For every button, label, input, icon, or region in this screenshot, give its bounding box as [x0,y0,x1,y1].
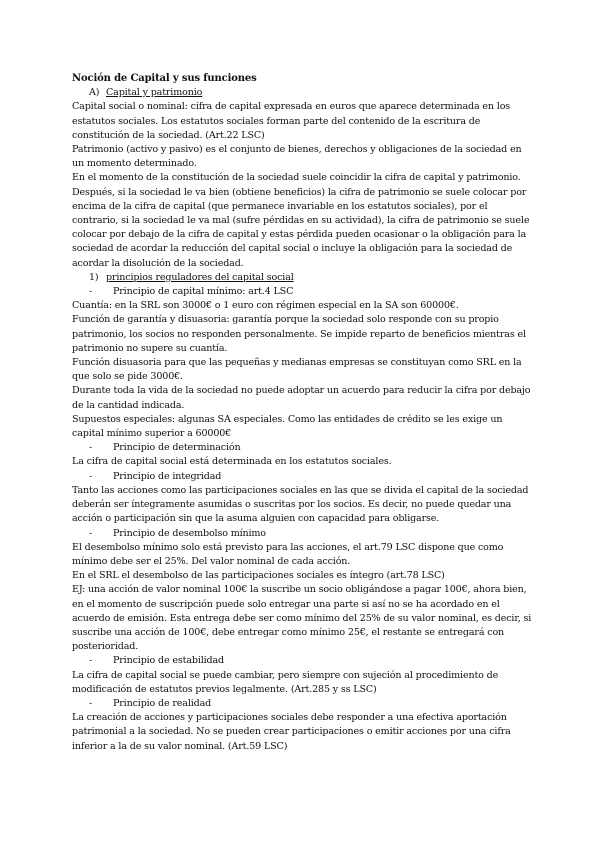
section-a-title: Capital y patrimonio [106,87,203,99]
section-1-marker: 1) [89,271,99,283]
paragraph-capital-social: Capital social o nominal: cifra de capital expresada en euros que aparece determinada en los estatutos sociales. Los estatutos sociales forman parte del contenido de la escritura de constitución de la sociedad. (Art.22 LSC) [72,101,511,141]
principle-label: Principio de integridad [113,470,222,482]
dash-bullet: - [89,655,93,667]
principle-heading [72,470,532,484]
principle-paragraph: Función disuasoria para que las pequeñas y medianas empresas se constituyan como SRL en la que solo se pide 3000€. [72,357,522,383]
principle-paragraph: Durante toda la vida de la sociedad no puede adoptar un acuerdo para reducir la cifra por debajo de la cantidad indicada. [72,385,531,411]
principle-label: Principio de desembolso mínimo [113,527,266,539]
dash-bullet: - [89,697,93,709]
principle-label: Principio de realidad [113,697,212,709]
paragraph-patrimonio: Patrimonio (activo y pasivo) es el conjunto de bienes, derechos y obligaciones de la sociedad en un momento determinado. [72,144,522,170]
principle-heading [72,654,532,668]
principle-paragraph: La cifra de capital social se puede cambiar, pero siempre con sujeción al procedimiento de modificación de estatutos previos legalmente. (Art.285 y ss LSC) [72,669,499,695]
principle-paragraph: Tanto las acciones como las participaciones sociales en las que se divida el capital de la sociedad deberán ser íntegramente asumidas o suscritas por los socios. Es decir, no puede quedar una acción o participación sin que la asuma alguien con capacidad para obligarse. [72,484,529,525]
section-a-heading [72,86,532,100]
document-page [72,72,532,754]
dash-bullet: - [89,470,93,482]
principle-heading [72,441,532,455]
principle-label: Principio de determinación [113,442,241,454]
principle-paragraph: Función de garantía y disuasoria: garantía porque la sociedad solo responde con su propio patrimonio, los socios no responden personalmente. Se impide reparto de beneficios mientras el patrimonio no supere su cuantía. [72,314,526,354]
principle-heading [72,527,532,541]
paragraph-constitucion: En el momento de la constitución de la sociedad suele coincidir la cifra de capital y patrimonio. Después, si la sociedad le va bien (obtiene beneficios) la cifra de patrimonio se suele colocar por encima de la cifra de capital (que permanece invariable en los estatutos sociales), por el contrario, si la sociedad le va mal (sufre pérdidas en su actividad), la cifra de patrimonio se suele colocar por debajo de la cifra de capital y estas pérdida pueden ocasionar o la obligación para la sociedad de acordar la reducción del capital social o incluye la obligación para la sociedad de acordar la disolución de la sociedad. [72,172,530,269]
principle-paragraph: Supuestos especiales: algunas SA especiales. Como las entidades de crédito se les exige un capital mínimo superior a 60000€ [72,413,503,440]
principle-paragraph: La creación de acciones y participaciones sociales debe responder a una efectiva aportación patrimonial a la sociedad. No se pueden crear participaciones o emitir acciones por una cifra inferior a la de su valor nominal. (Art.59 LSC) [72,712,511,752]
principle-paragraph: Cuantía: en la SRL son 3000€ o 1 euro con régimen especial en la SA son 60000€. [72,300,459,312]
principle-heading [72,697,532,711]
principle-paragraph: La cifra de capital social está determinada en los estatutos sociales. [72,456,392,468]
dash-bullet: - [89,286,93,298]
principle-heading [72,285,532,299]
dash-bullet: - [89,442,93,454]
document-title: Noción de Capital y sus funciones [72,73,257,84]
principle-label: Principio de capital mínimo: art.4 LSC [113,286,294,298]
principle-paragraph: En el SRL el desembolso de las participaciones sociales es íntegro (art.78 LSC) [72,570,445,582]
section-a-marker: A) [89,87,100,99]
principle-label: Principio de estabilidad [113,655,224,667]
dash-bullet: - [89,527,93,539]
section-1-heading [72,271,532,285]
section-1-title: principios reguladores del capital social [106,271,294,283]
principle-paragraph: EJ: una acción de valor nominal 100€ la suscribe un socio obligándose a pagar 100€, ahora bien, en el momento de suscripción puede solo entregar una parte si así no se ha acordado en el acuerdo de emisión. Esta entrega debe ser como mínimo del 25% de su valor nominal, es decir, si suscribe una acción de 100€, debe entregar como mínimo 25€, el restante se entregará con posterioridad. [72,584,532,653]
principle-paragraph: El desembolso mínimo solo está previsto para las acciones, el art.79 LSC dispone que como mínimo debe ser el 25%. Del valor nominal de cada acción. [72,541,504,567]
